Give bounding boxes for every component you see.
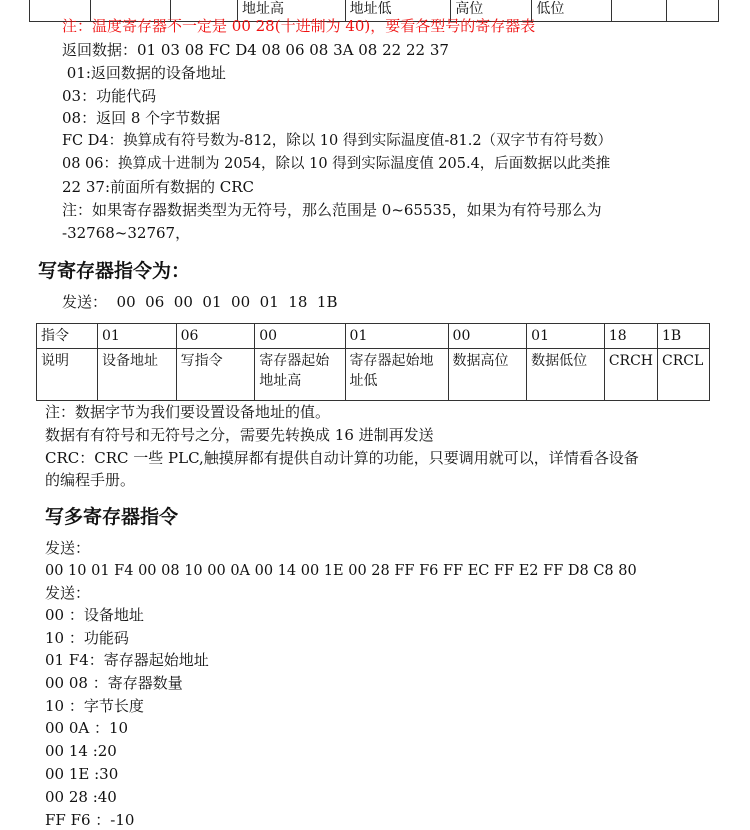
text-line: 01:返回数据的设备地址 <box>62 64 226 82</box>
cell: 地址高 <box>238 0 346 22</box>
section-heading: 写多寄存器指令 <box>45 506 179 528</box>
text-line: 00 28 :40 <box>45 788 117 806</box>
cell: 地址低 <box>345 0 451 22</box>
cell: 寄存器起始地址低 <box>345 349 448 401</box>
section-heading: 写寄存器指令为： <box>38 260 191 282</box>
text-line: 发送： <box>45 539 91 557</box>
cell: 18 <box>604 324 657 349</box>
cell: 1B <box>658 324 710 349</box>
cell: 数据低位 <box>527 349 605 401</box>
cell <box>612 0 666 22</box>
text-line: 08：返回 8 个字节数据 <box>62 109 221 127</box>
text-line: 10 ：功能码 <box>45 629 129 647</box>
cell: 写指令 <box>176 349 255 401</box>
cell: 指令 <box>37 324 98 349</box>
hex-line: 00 10 01 F4 00 08 10 00 0A 00 14 00 1E 00 28 FF F6 FF EC FF E2 FF D8 C8 80 <box>45 563 637 579</box>
cell: CRCL <box>658 349 710 401</box>
cell: 00 <box>448 324 527 349</box>
text-line: 发送： <box>45 584 91 602</box>
write-command-table <box>36 323 710 401</box>
text-line: 22 37:前面所有数据的 CRC <box>62 178 255 196</box>
text-line: FF F6 ：-10 <box>45 811 135 829</box>
text-line: 注：数据字节为我们要设置设备地址的值。 <box>45 403 331 421</box>
red-note: 注：温度寄存器不一定是 00 28(十进制为 40)，要看各型号的寄存器表 <box>62 17 536 35</box>
cell: 设备地址 <box>97 349 176 401</box>
text-line: 00 14 :20 <box>45 742 117 760</box>
text-line: CRC：CRC 一些 PLC,触摸屏都有提供自动计算的功能，只要调用就可以，详情看各设备 <box>45 449 639 467</box>
cell: 01 <box>345 324 448 349</box>
text-line: 10 ：字节长度 <box>45 697 144 715</box>
text-line: 08 06：换算成十进制为 2054，除以 10 得到实际温度值 205.4，后面数据以此类推 <box>62 156 611 172</box>
text-line: 00 0A ：10 <box>45 719 129 737</box>
text-line: 的编程手册。 <box>45 471 136 489</box>
cell: 高位 <box>451 0 532 22</box>
text-line: FC D4：换算成有符号数为-812，除以 10 得到实际温度值-81.2（双字节有符号数） <box>62 133 613 149</box>
cell: 说明 <box>37 349 98 401</box>
text-line: 注：如果寄存器数据类型为无符号，那么范围是 0~65535，如果为有符号那么为 <box>62 201 602 219</box>
text-line: 返回数据：01 03 08 FC D4 08 06 08 3A 08 22 22 37 <box>62 41 449 59</box>
send-line: 发送： 00 06 00 01 00 01 18 1B <box>62 293 338 311</box>
text-line: -32768~32767， <box>62 224 191 242</box>
cell: 01 <box>97 324 176 349</box>
cell: 数据高位 <box>448 349 527 401</box>
text-line: 00 ：设备地址 <box>45 606 144 624</box>
text-line: 00 08 ：寄存器数量 <box>45 674 183 692</box>
text-line: 03：功能代码 <box>62 87 157 105</box>
cell: CRCH <box>604 349 657 401</box>
cell: 01 <box>527 324 605 349</box>
cell: 寄存器起始地址高 <box>255 349 345 401</box>
text-line: 数据有有符号和无符号之分，需要先转换成 16 进制再发送 <box>45 426 434 444</box>
text-line: 00 1E :30 <box>45 765 119 783</box>
cell: 低位 <box>532 0 612 22</box>
cell: 06 <box>176 324 255 349</box>
cell <box>666 0 718 22</box>
cell: 00 <box>255 324 345 349</box>
text-line: 01 F4：寄存器起始地址 <box>45 651 209 669</box>
